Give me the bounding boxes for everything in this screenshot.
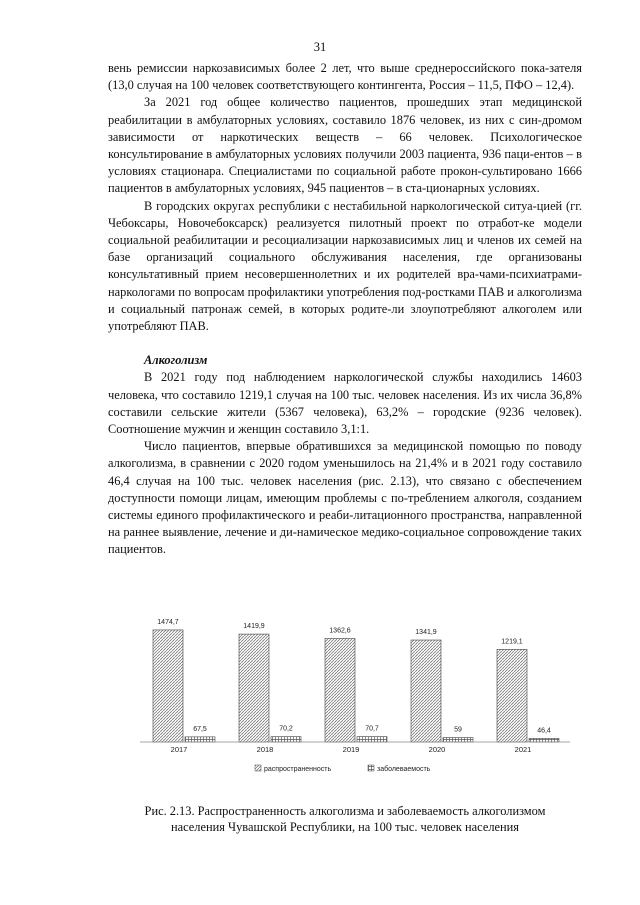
paragraph: вень ремиссии наркозависимых более 2 лет, что выше среднероссийского пока-зателя (13,0 случая на 100 человек соответствующего контингента, Россия – 11,5, ПФО – 12,4). xyxy=(108,61,582,93)
bar-incidence xyxy=(185,737,215,742)
bar-incidence xyxy=(529,738,559,742)
legend-swatch xyxy=(368,765,374,771)
caption-line-1: Рис. 2.13. Распространенность алкоголизма и заболеваемость алкоголизмом xyxy=(144,804,546,818)
data-label: 1419,9 xyxy=(243,623,265,631)
bar-incidence xyxy=(443,738,473,742)
legend-label: заболеваемость xyxy=(377,766,431,773)
figure-caption xyxy=(108,803,582,835)
legend-swatch xyxy=(255,765,261,771)
paragraph: Число пациентов, впервые обратившихся за медицинской помощью по поводу алкоголизма, в сравнении с 2020 годом уменьшилось на 21,4% и в 2021 году составило 46,4 случая на 100 тыс. человек населения (рис. 2.13), что связано с обеспечением доступности помощи лицам, имеющим проблемы с по-треблением алкоголя, созданием системы единого профилактического и реаби-литационного пространства, направленной на раннее выявление, лечение и ди-намическое медико-социальное сопровождение таких пациентов. xyxy=(108,439,582,557)
x-tick-label: 2019 xyxy=(342,745,360,754)
data-label: 1341,9 xyxy=(415,629,437,637)
bar-prevalence xyxy=(153,630,183,742)
data-label: 59 xyxy=(454,726,462,734)
paragraph: В 2021 году под наблюдением наркологической службы находились 14603 человека, что составило 1219,1 случая на 100 тыс. человек населения. Из их числа 36,8% составили сельские жители (5367 человека), 63,2% – городские (9236 человек). Соотношение мужчин и женщин составило 3,1:1. xyxy=(108,370,582,437)
data-label: 1474,7 xyxy=(157,618,179,626)
paragraph: За 2021 год общее количество пациентов, прошедших этап медицинской реабилитации в амбулаторных условиях, составило 1876 человек, из них с син-дромом зависимости от наркотических веществ – 66 человек. Психологическое консультирование в амбулаторных условиях получили 2003 пациента, 936 паци-ентов – в условиях стационара. Специалистами по социальной работе прокон-сультировано 1666 пациентов в амбулаторных условиях, 945 пациентов – в ста-ционарных условиях. xyxy=(108,95,582,196)
data-label: 70,2 xyxy=(279,725,293,733)
data-label: 70,7 xyxy=(365,725,379,733)
bar-prevalence xyxy=(497,649,527,742)
legend-label: распространенность xyxy=(264,766,332,773)
x-tick-label: 2017 xyxy=(170,745,188,754)
section-heading: Алкоголизм xyxy=(144,353,208,368)
x-tick-label: 2020 xyxy=(428,745,446,754)
bar-prevalence xyxy=(325,638,355,742)
bar-prevalence xyxy=(411,640,441,742)
bar-incidence xyxy=(357,737,387,742)
bar-prevalence xyxy=(239,634,269,742)
paragraph: В городских округах республики с нестабильной наркологической ситуа-цией (гг. Чебоксары, Новочебоксарск) реализуется пилотный проект по отработ-ке модели социальной реабилитации и ресоциализации наркозависимых лиц и членов их семей на базе организаций социального обслуживания населения, где организованы консультативный прием несовершеннолетних и их родителей вра-чами-психиатрами-наркологами по вопросам профилактики употребления под-ростками ПАВ и алкоголизма и социальный патронаж семей, в которых родите-ли злоупотребляют алкоголем или употребляют ПАВ. xyxy=(108,198,582,334)
x-tick-label: 2018 xyxy=(256,745,274,754)
data-label: 1362,6 xyxy=(329,627,351,635)
page-number: 31 xyxy=(313,40,327,54)
bar-chart xyxy=(130,600,580,790)
body-text xyxy=(108,60,582,559)
caption-line-2: населения Чувашской Республики, на 100 тыс. человек населения xyxy=(171,820,519,834)
data-label: 67,5 xyxy=(193,725,207,733)
data-label: 46,4 xyxy=(537,727,551,735)
x-tick-label: 2021 xyxy=(514,745,532,754)
data-label: 1219,1 xyxy=(501,638,523,646)
bar-chart-svg xyxy=(130,600,580,790)
bar-incidence xyxy=(271,737,301,742)
